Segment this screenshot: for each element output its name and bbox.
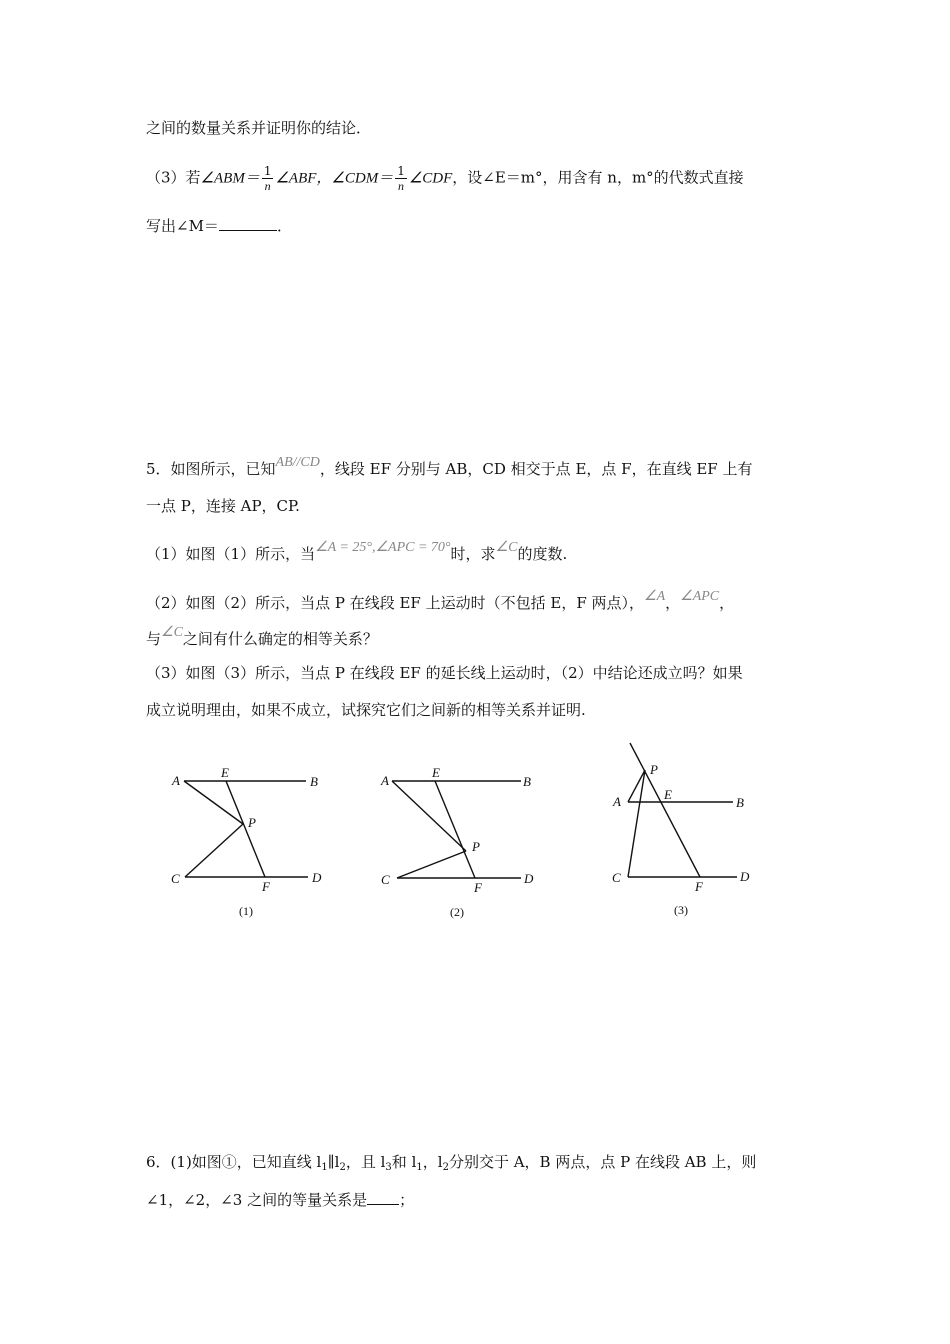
segment-cp [397,851,466,878]
fraction-denominator: n [264,179,271,193]
q5-part1-b: 时，求 [450,545,496,563]
q5-part3-line1: （3）如图（3）所示，当点 P 在线段 EF 的延长线上运动时，（2）中结论还成立吗？如果 [146,664,743,682]
fraction-numerator: 1 [263,164,272,178]
q4-part3-tail: ，设∠E＝m°，用含有 n，m°的代数式直接 [452,168,744,187]
label-e: E [664,787,672,802]
segment-ef [435,781,475,878]
angle-apc: ∠APC [680,589,720,604]
label-p: P [472,839,480,854]
q5-part1-c: 的度数. [517,545,568,563]
answer-blank[interactable] [219,230,277,231]
segment-cp [185,824,243,877]
q6-line2-text: ∠1，∠2，∠3 之间的等量关系是 [146,1191,368,1209]
q6-line1-c: 和 l [391,1153,417,1171]
q5-part2-line2 [146,625,378,651]
q6-line2 [146,1190,414,1210]
label-c: C [381,872,390,887]
fraction-denominator: n [398,179,404,193]
q4-write-out [146,216,292,236]
segment-ap [392,781,466,851]
figure-1 [160,760,340,930]
q6-line1-e: 分别交于 A，B 两点，点 P 在线段 AB 上，则 [448,1153,757,1171]
angle-a: ∠A [644,589,666,604]
label-d: D [740,869,750,884]
label-b: B [736,795,744,810]
q5-part2-a: （2）如图（2）所示，当点 P 在线段 EF 上运动时（不包括 E，F 两点）， [146,594,645,612]
label-a: A [172,773,180,788]
q4-period: ． [276,217,292,235]
q5-part1-a: （1）如图（1）所示，当 [146,545,316,563]
q6-line2-end: ； [399,1191,415,1209]
q6-parallel: ∥l [327,1153,340,1171]
q4-part3-label: （3）若 [146,168,201,187]
angle-cdm: ∠CDM＝ [331,170,394,187]
q5-intro [146,455,753,481]
figure-2-caption: (2) [450,905,464,919]
q5-part1 [146,540,568,566]
fraction-1-over-n-second [395,164,407,193]
label-f: F [262,879,270,894]
figure-3 [600,740,770,930]
label-f: F [474,880,482,895]
subscript-2: 2 [339,1162,346,1173]
fraction-1-over-n [262,164,274,193]
angle-abm: ∠ABM＝ [200,170,260,187]
angle-c: ∠C [495,540,518,555]
q5-part2 [146,589,735,615]
label-f: F [695,879,703,894]
label-d: D [524,871,534,886]
label-p: P [248,815,256,830]
angle-condition: ∠A = 25°,∠APC = 70° [315,540,451,555]
q5-comma: ， [665,594,681,612]
fraction-numerator: 1 [397,164,405,178]
q4-line1: 之间的数量关系并证明你的结论． [146,119,372,137]
ab-parallel-cd: AB//CD [275,455,320,470]
q4-part3 [146,164,744,193]
q4-write-out-text: 写出∠M＝ [146,217,219,235]
q6-line1-a: 6．(1)如图①，已知直线 l [146,1153,322,1171]
q6-line1 [146,1152,756,1175]
label-b: B [310,774,318,789]
q5-part2-line2-b: 之间有什么确定的相等关系？ [182,630,378,648]
subscript-5: 2 [442,1162,449,1173]
angle-c-2: ∠C [161,625,183,640]
q5-part3-line2: 成立说明理由，如果不成立，试探究它们之间新的相等关系并证明. [146,701,586,719]
label-a: A [381,773,389,788]
answer-blank-q6[interactable] [367,1204,399,1205]
q6-line1-d: ，l [422,1153,443,1171]
q5-part2-line2-a: 与 [146,630,162,648]
subscript-3: 3 [385,1162,392,1173]
line-ef-extended [630,743,700,877]
label-e: E [221,765,229,780]
label-a: A [613,794,621,809]
angle-cdf: ∠CDF [408,170,453,187]
figure-1-caption: (1) [239,904,253,918]
label-e: E [432,765,440,780]
label-p: P [650,762,658,777]
angle-abf: ∠ABF， [275,170,332,187]
label-d: D [312,870,322,885]
subscript-4: 1 [416,1162,423,1173]
q5-intro-b: ，线段 EF 分别与 AB，CD 相交于点 E，点 F，在直线 EF 上有 [319,460,753,478]
q5-intro-line2: 一点 P，连接 AP，CP. [146,497,300,515]
figure-3-caption: (3) [674,903,688,917]
label-c: C [171,871,180,886]
q6-line1-b: ，且 l [345,1153,386,1171]
figure-2 [375,760,555,930]
q5-comma-2: ， [719,594,735,612]
label-c: C [612,870,621,885]
label-b: B [523,774,531,789]
subscript-1: 1 [321,1162,328,1173]
segment-ef [226,781,265,877]
q5-intro-a: 5．如图所示，已知 [146,460,276,478]
